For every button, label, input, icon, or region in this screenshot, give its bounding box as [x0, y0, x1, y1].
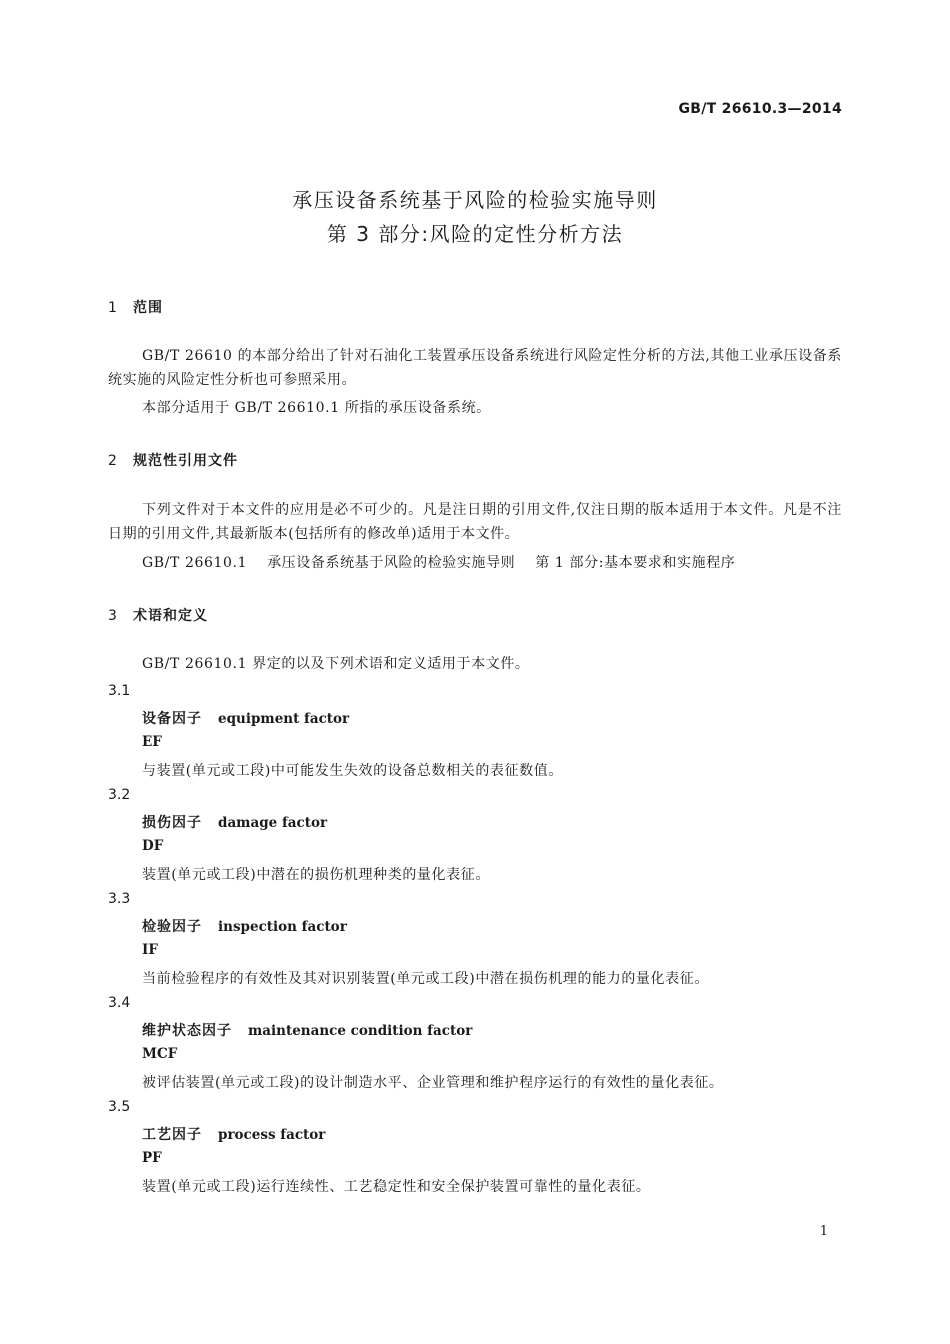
reference-title-b: 第 1 部分:基本要求和实施程序	[535, 555, 736, 571]
term-definition: 装置(单元或工段)中潜在的损伤机理种类的量化表征。	[142, 867, 490, 883]
page-number: 1	[819, 1224, 828, 1239]
document-title-line-1: 承压设备系统基于风险的检验实施导则	[292, 188, 658, 212]
term-entry	[142, 812, 327, 832]
term-number: 3.3	[108, 891, 131, 907]
term-number: 3.1	[108, 683, 131, 699]
term-number: 3.4	[108, 995, 131, 1011]
term-entry	[142, 1020, 472, 1040]
term-abbreviation: DF	[142, 838, 164, 854]
term-english: maintenance condition factor	[248, 1023, 473, 1039]
term-chinese: 维护状态因子	[142, 1023, 232, 1039]
normative-reference	[142, 552, 735, 572]
term-number: 3.5	[108, 1099, 131, 1115]
section-2-paragraph-1: 下列文件对于本文件的应用是必不可少的。凡是注日期的引用文件,仅注日期的版本适用于本文件。凡是不注日期的引用文件,其最新版本(包括所有的修改单)适用于本文件。	[108, 502, 842, 542]
term-definition: 与装置(单元或工段)中可能发生失效的设备总数相关的表征数值。	[142, 763, 563, 779]
reference-code: GB/T 26610.1	[142, 555, 248, 571]
term-chinese: 工艺因子	[142, 1127, 202, 1143]
term-english: inspection factor	[218, 919, 347, 935]
section-title: 规范性引用文件	[133, 453, 238, 469]
term-definition: 被评估装置(单元或工段)的设计制造水平、企业管理和维护程序运行的有效性的量化表征。	[142, 1075, 724, 1091]
term-entry	[142, 916, 347, 936]
section-number: 1	[108, 300, 118, 316]
section-3-heading	[108, 605, 208, 625]
term-english: process factor	[218, 1127, 326, 1143]
term-chinese: 设备因子	[142, 711, 202, 727]
term-abbreviation: PF	[142, 1150, 162, 1166]
standard-number: GB/T 26610.3—2014	[678, 101, 842, 117]
term-chinese: 损伤因子	[142, 815, 202, 831]
section-title: 范围	[133, 300, 163, 316]
term-entry	[142, 1124, 325, 1144]
section-2-heading	[108, 450, 238, 470]
term-abbreviation: IF	[142, 942, 158, 958]
section-number: 3	[108, 608, 118, 624]
term-abbreviation: EF	[142, 734, 162, 750]
section-number: 2	[108, 453, 118, 469]
term-english: equipment factor	[218, 711, 350, 727]
section-title: 术语和定义	[133, 608, 208, 624]
term-number: 3.2	[108, 787, 131, 803]
term-definition: 当前检验程序的有效性及其对识别装置(单元或工段)中潜在损伤机理的能力的量化表征。	[142, 971, 709, 987]
section-1-paragraph-1: GB/T 26610 的本部分给出了针对石油化工装置承压设备系统进行风险定性分析的方法,其他工业承压设备系统实施的风险定性分析也可参照采用。	[108, 348, 842, 388]
section-1-heading	[108, 297, 163, 317]
term-abbreviation: MCF	[142, 1046, 178, 1062]
term-entry	[142, 708, 349, 728]
document-title-line-2: 第 3 部分:风险的定性分析方法	[326, 222, 624, 246]
term-english: damage factor	[218, 815, 328, 831]
section-1-paragraph-2: 本部分适用于 GB/T 26610.1 所指的承压设备系统。	[142, 400, 491, 416]
term-definition: 装置(单元或工段)运行连续性、工艺稳定性和安全保护装置可靠性的量化表征。	[142, 1179, 651, 1195]
term-chinese: 检验因子	[142, 919, 202, 935]
reference-title-a: 承压设备系统基于风险的检验实施导则	[267, 555, 516, 571]
section-3-paragraph-1: GB/T 26610.1 界定的以及下列术语和定义适用于本文件。	[142, 656, 530, 672]
